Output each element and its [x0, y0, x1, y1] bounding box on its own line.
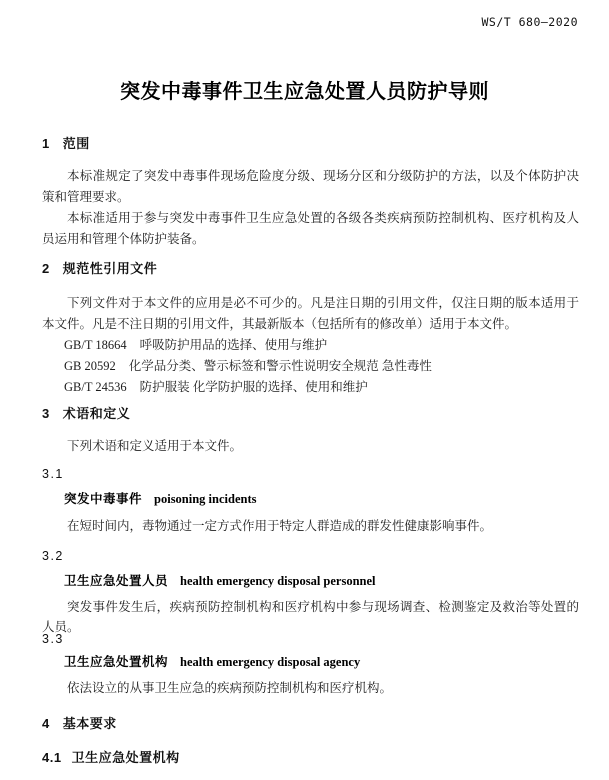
term-3-1-zh: 突发中毒事件 [64, 492, 143, 506]
terms-intro: 下列术语和定义适用于本文件。 [67, 439, 243, 453]
term-3-2-name [64, 571, 579, 591]
reference-code: GB/T 18664 [64, 338, 127, 352]
section-3-heading [42, 404, 130, 424]
term-3-1-number: 3.1 [42, 467, 64, 481]
section-3-label: 术语和定义 [62, 406, 131, 421]
section-4-number: 4 [42, 716, 50, 731]
term-3-3-number: 3.3 [42, 632, 64, 646]
term-3-1-definition: 在短时间内，毒物通过一定方式作用于特定人群造成的群发性健康影响事件。 [67, 519, 493, 533]
reference-title: 呼吸防护用品的选择、使用与维护 [139, 338, 328, 352]
scope-paragraph-1: 本标准规定了突发中毒事件现场危险度分级、现场分区和分级防护的方法，以及个体防护决策和管理要求。 [42, 169, 579, 204]
section-4-1-number: 4.1 [42, 750, 62, 765]
section-2-number: 2 [42, 261, 50, 276]
section-1-label: 范围 [62, 136, 90, 151]
document-title: 突发中毒事件卫生应急处置人员防护导则 [120, 81, 489, 103]
reference-code: GB 20592 [64, 359, 116, 373]
term-3-1-en: poisoning incidents [154, 492, 257, 506]
section-1-body [42, 166, 579, 250]
section-2-heading [42, 259, 157, 279]
scope-paragraph-2: 本标准适用于参与突发中毒事件卫生应急处置的各级各类疾病预防控制机构、医疗机构及人员运用和管理个体防护装备。 [42, 211, 579, 246]
reference-item [42, 335, 579, 356]
section-4-label: 基本要求 [62, 716, 117, 731]
term-3-2-en: health emergency disposal personnel [180, 574, 376, 588]
term-3-3-definition: 依法设立的从事卫生应急的疾病预防控制机构和医疗机构。 [67, 681, 393, 695]
term-3-2-zh: 卫生应急处置人员 [64, 574, 169, 588]
term-3-3-name [64, 652, 579, 672]
reference-title: 防护服装 化学防护服的选择、使用和维护 [139, 380, 368, 394]
references-intro: 下列文件对于本文件的应用是必不可少的。凡是注日期的引用文件，仅注日期的版本适用于本文件。凡是不注日期的引用文件，其最新版本（包括所有的修改单）适用于本文件。 [42, 296, 579, 331]
term-3-1-name [64, 489, 579, 509]
standard-number: WS/T 680—2020 [481, 15, 578, 29]
section-4-heading [42, 714, 117, 734]
reference-item [42, 377, 579, 398]
term-3-3-en: health emergency disposal agency [180, 655, 361, 669]
reference-item [42, 356, 579, 377]
section-2-body [42, 293, 579, 398]
term-3-2-number: 3.2 [42, 549, 64, 563]
section-3-number: 3 [42, 406, 50, 421]
section-2-label: 规范性引用文件 [62, 261, 158, 276]
term-3-2-definition: 突发事件发生后，疾病预防控制机构和医疗机构中参与现场调查、检测鉴定及救治等处置的人员。 [42, 600, 579, 634]
section-4-1-heading [42, 748, 180, 768]
section-1-number: 1 [42, 136, 50, 151]
term-3-3-zh: 卫生应急处置机构 [64, 655, 169, 669]
section-1-heading [42, 134, 90, 154]
reference-code: GB/T 24536 [64, 380, 127, 394]
reference-title: 化学品分类、警示标签和警示性说明安全规范 急性毒性 [128, 359, 432, 373]
section-4-1-label: 卫生应急处置机构 [71, 750, 180, 765]
